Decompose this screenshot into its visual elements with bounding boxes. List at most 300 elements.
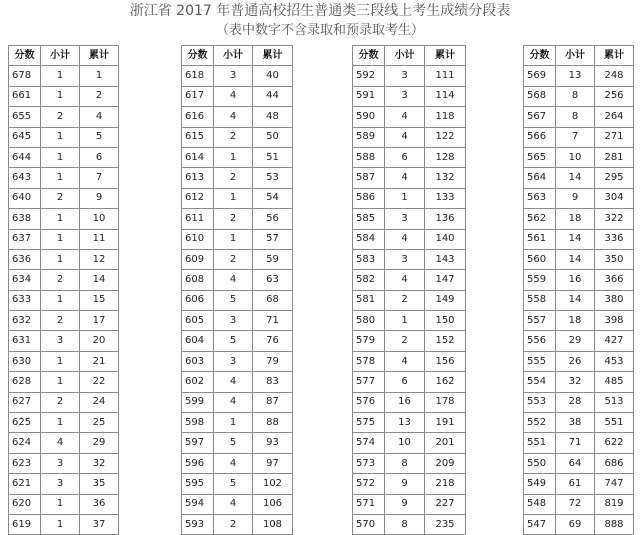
cumulative-cell: 201 <box>425 433 466 453</box>
cumulative-cell: 427 <box>595 331 634 351</box>
score-cell: 595 <box>182 474 214 494</box>
subtotal-cell: 4 <box>214 494 253 514</box>
score-cell: 640 <box>9 188 41 208</box>
cumulative-cell: 17 <box>80 311 119 331</box>
subtotal-cell: 1 <box>41 127 80 147</box>
cumulative-cell: 44 <box>253 86 293 106</box>
score-cell: 548 <box>524 494 556 514</box>
subtotal-cell: 16 <box>556 270 595 290</box>
cumulative-cell: 93 <box>253 433 293 453</box>
table-row <box>182 66 293 86</box>
table-row <box>182 494 293 514</box>
score-cell: 605 <box>182 311 214 331</box>
score-table-2 <box>181 45 293 535</box>
subtotal-cell: 2 <box>41 188 80 208</box>
table-row <box>524 453 634 473</box>
table-row <box>182 147 293 167</box>
subtotal-cell: 2 <box>214 209 253 229</box>
cumulative-cell: 227 <box>425 494 466 514</box>
table-row <box>524 311 634 331</box>
table-row <box>182 229 293 249</box>
subtotal-cell: 38 <box>556 413 595 433</box>
header-row <box>353 46 466 66</box>
table-row <box>524 494 634 514</box>
table-row <box>353 372 466 392</box>
cumulative-cell: 29 <box>80 433 119 453</box>
cumulative-cell: 59 <box>253 249 293 269</box>
cumulative-cell: 5 <box>80 127 119 147</box>
subtotal-cell: 18 <box>556 209 595 229</box>
cumulative-cell: 21 <box>80 351 119 371</box>
cumulative-cell: 2 <box>80 86 119 106</box>
table-row <box>353 86 466 106</box>
table-row <box>182 290 293 310</box>
cumulative-cell: 87 <box>253 392 293 412</box>
cumulative-cell: 304 <box>595 188 634 208</box>
score-cell: 631 <box>9 331 41 351</box>
subtotal-cell: 2 <box>214 168 253 188</box>
cumulative-cell: 37 <box>80 514 119 534</box>
table-row <box>353 311 466 331</box>
header-cumulative: 累计 <box>253 46 293 66</box>
score-cell: 572 <box>353 474 385 494</box>
score-cell: 633 <box>9 290 41 310</box>
subtotal-cell: 3 <box>385 249 425 269</box>
score-cell: 587 <box>353 168 385 188</box>
score-cell: 565 <box>524 147 556 167</box>
table-row <box>9 311 119 331</box>
score-cell: 564 <box>524 168 556 188</box>
score-cell: 552 <box>524 413 556 433</box>
table-row <box>353 351 466 371</box>
table-row <box>353 474 466 494</box>
cumulative-cell: 132 <box>425 168 466 188</box>
subtotal-cell: 2 <box>41 311 80 331</box>
score-cell: 588 <box>353 147 385 167</box>
cumulative-cell: 485 <box>595 372 634 392</box>
score-cell: 598 <box>182 413 214 433</box>
cumulative-cell: 747 <box>595 474 634 494</box>
table-row <box>524 209 634 229</box>
table-row <box>182 249 293 269</box>
header-row <box>9 46 119 66</box>
table-row <box>182 209 293 229</box>
cumulative-cell: 76 <box>253 331 293 351</box>
header-cumulative: 累计 <box>425 46 466 66</box>
cumulative-cell: 53 <box>253 168 293 188</box>
score-cell: 623 <box>9 453 41 473</box>
subtotal-cell: 4 <box>214 86 253 106</box>
subtotal-cell: 4 <box>385 270 425 290</box>
cumulative-cell: 398 <box>595 311 634 331</box>
score-cell: 551 <box>524 433 556 453</box>
subtotal-cell: 61 <box>556 474 595 494</box>
score-cell: 567 <box>524 107 556 127</box>
subtotal-cell: 9 <box>556 188 595 208</box>
subtotal-cell: 1 <box>41 66 80 86</box>
score-cell: 643 <box>9 168 41 188</box>
subtotal-cell: 13 <box>385 413 425 433</box>
table-row <box>182 413 293 433</box>
score-cell: 584 <box>353 229 385 249</box>
cumulative-cell: 256 <box>595 86 634 106</box>
score-cell: 582 <box>353 270 385 290</box>
cumulative-cell: 248 <box>595 66 634 86</box>
score-table-4 <box>523 45 634 535</box>
table-row <box>9 433 119 453</box>
table-row <box>9 168 119 188</box>
subtotal-cell: 4 <box>214 107 253 127</box>
subtotal-cell: 1 <box>214 147 253 167</box>
cumulative-cell: 122 <box>425 127 466 147</box>
subtotal-cell: 14 <box>556 168 595 188</box>
subtotal-cell: 1 <box>41 229 80 249</box>
score-cell: 561 <box>524 229 556 249</box>
score-cell: 608 <box>182 270 214 290</box>
subtotal-cell: 1 <box>214 229 253 249</box>
cumulative-cell: 83 <box>253 372 293 392</box>
score-cell: 615 <box>182 127 214 147</box>
table-row <box>353 290 466 310</box>
cumulative-cell: 178 <box>425 392 466 412</box>
score-cell: 628 <box>9 372 41 392</box>
table-row <box>353 168 466 188</box>
score-table-1 <box>8 45 119 535</box>
cumulative-cell: 20 <box>80 331 119 351</box>
score-cell: 577 <box>353 372 385 392</box>
table-row <box>524 147 634 167</box>
score-cell: 619 <box>9 514 41 534</box>
score-cell: 602 <box>182 372 214 392</box>
score-cell: 620 <box>9 494 41 514</box>
subtotal-cell: 1 <box>41 351 80 371</box>
cumulative-cell: 380 <box>595 290 634 310</box>
cumulative-cell: 322 <box>595 209 634 229</box>
score-cell: 627 <box>9 392 41 412</box>
subtotal-cell: 7 <box>556 127 595 147</box>
score-cell: 560 <box>524 249 556 269</box>
table-row <box>9 351 119 371</box>
score-cell: 580 <box>353 311 385 331</box>
cumulative-cell: 336 <box>595 229 634 249</box>
header-subtotal: 小计 <box>41 46 80 66</box>
score-cell: 562 <box>524 209 556 229</box>
cumulative-cell: 7 <box>80 168 119 188</box>
table-row <box>353 514 466 534</box>
subtotal-cell: 1 <box>41 372 80 392</box>
table-row <box>182 372 293 392</box>
score-cell: 618 <box>182 66 214 86</box>
table-row <box>182 127 293 147</box>
cumulative-cell: 68 <box>253 290 293 310</box>
table-row <box>524 86 634 106</box>
table-row <box>9 107 119 127</box>
score-cell: 555 <box>524 351 556 371</box>
table-row <box>353 209 466 229</box>
score-cell: 612 <box>182 188 214 208</box>
cumulative-cell: 453 <box>595 351 634 371</box>
score-cell: 559 <box>524 270 556 290</box>
table-row <box>353 270 466 290</box>
score-cell: 583 <box>353 249 385 269</box>
score-cell: 596 <box>182 453 214 473</box>
score-cell: 554 <box>524 372 556 392</box>
page-title: 浙江省 2017 年普通高校招生普通类三段线上考生成绩分段表 <box>129 3 511 19</box>
score-cell: 644 <box>9 147 41 167</box>
score-cell: 625 <box>9 413 41 433</box>
score-cell: 549 <box>524 474 556 494</box>
table-row <box>524 433 634 453</box>
table-row <box>182 107 293 127</box>
score-cell: 578 <box>353 351 385 371</box>
subtotal-cell: 4 <box>214 392 253 412</box>
subtotal-cell: 9 <box>385 474 425 494</box>
subtotal-cell: 1 <box>41 86 80 106</box>
score-cell: 614 <box>182 147 214 167</box>
table-row <box>9 392 119 412</box>
subtotal-cell: 4 <box>385 351 425 371</box>
header-row <box>524 46 634 66</box>
table-row <box>9 229 119 249</box>
cumulative-cell: 50 <box>253 127 293 147</box>
subtotal-cell: 28 <box>556 392 595 412</box>
table-row <box>353 229 466 249</box>
subtotal-cell: 3 <box>41 474 80 494</box>
score-cell: 637 <box>9 229 41 249</box>
score-cell: 585 <box>353 209 385 229</box>
subtotal-cell: 1 <box>41 290 80 310</box>
table-row <box>353 249 466 269</box>
table-row <box>9 290 119 310</box>
cumulative-cell: 97 <box>253 453 293 473</box>
subtotal-cell: 4 <box>385 107 425 127</box>
table-row <box>524 392 634 412</box>
table-row <box>182 514 293 534</box>
score-cell: 661 <box>9 86 41 106</box>
table-row <box>353 147 466 167</box>
score-cell: 557 <box>524 311 556 331</box>
table-row <box>524 168 634 188</box>
subtotal-cell: 29 <box>556 331 595 351</box>
table-row <box>524 290 634 310</box>
score-cell: 592 <box>353 66 385 86</box>
table-row <box>524 127 634 147</box>
subtotal-cell: 3 <box>41 331 80 351</box>
cumulative-cell: 12 <box>80 249 119 269</box>
score-cell: 575 <box>353 413 385 433</box>
subtotal-cell: 2 <box>41 270 80 290</box>
subtotal-cell: 3 <box>385 209 425 229</box>
score-cell: 603 <box>182 351 214 371</box>
table-row <box>9 494 119 514</box>
subtotal-cell: 4 <box>214 372 253 392</box>
score-cell: 589 <box>353 127 385 147</box>
subtotal-cell: 10 <box>385 433 425 453</box>
subtotal-cell: 8 <box>385 453 425 473</box>
cumulative-cell: 11 <box>80 229 119 249</box>
table-row <box>353 494 466 514</box>
subtotal-cell: 3 <box>385 66 425 86</box>
score-cell: 550 <box>524 453 556 473</box>
cumulative-cell: 57 <box>253 229 293 249</box>
subtotal-cell: 3 <box>385 86 425 106</box>
header-subtotal: 小计 <box>556 46 595 66</box>
cumulative-cell: 36 <box>80 494 119 514</box>
cumulative-cell: 218 <box>425 474 466 494</box>
score-cell: 569 <box>524 66 556 86</box>
header-row <box>182 46 293 66</box>
table-row <box>9 66 119 86</box>
subtotal-cell: 14 <box>556 290 595 310</box>
cumulative-cell: 281 <box>595 147 634 167</box>
cumulative-cell: 108 <box>253 514 293 534</box>
cumulative-cell: 114 <box>425 86 466 106</box>
table-row <box>9 209 119 229</box>
cumulative-cell: 271 <box>595 127 634 147</box>
subtotal-cell: 4 <box>385 229 425 249</box>
cumulative-cell: 150 <box>425 311 466 331</box>
score-cell: 604 <box>182 331 214 351</box>
subtotal-cell: 1 <box>214 413 253 433</box>
subtotal-cell: 2 <box>41 107 80 127</box>
score-cell: 547 <box>524 514 556 534</box>
score-cell: 599 <box>182 392 214 412</box>
score-cell: 634 <box>9 270 41 290</box>
table-row <box>353 433 466 453</box>
table-row <box>353 413 466 433</box>
score-cell: 655 <box>9 107 41 127</box>
table-row <box>353 107 466 127</box>
subtotal-cell: 32 <box>556 372 595 392</box>
cumulative-cell: 111 <box>425 66 466 86</box>
score-cell: 606 <box>182 290 214 310</box>
score-cell: 609 <box>182 249 214 269</box>
subtotal-cell: 2 <box>214 127 253 147</box>
subtotal-cell: 6 <box>385 372 425 392</box>
subtotal-cell: 3 <box>214 351 253 371</box>
subtotal-cell: 18 <box>556 311 595 331</box>
score-cell: 581 <box>353 290 385 310</box>
score-cell: 597 <box>182 433 214 453</box>
score-cell: 579 <box>353 331 385 351</box>
subtotal-cell: 64 <box>556 453 595 473</box>
score-cell: 576 <box>353 392 385 412</box>
cumulative-cell: 4 <box>80 107 119 127</box>
cumulative-cell: 551 <box>595 413 634 433</box>
subtotal-cell: 4 <box>385 127 425 147</box>
subtotal-cell: 1 <box>41 249 80 269</box>
subtotal-cell: 3 <box>214 66 253 86</box>
header-score: 分数 <box>524 46 556 66</box>
subtotal-cell: 13 <box>556 66 595 86</box>
subtotal-cell: 14 <box>556 229 595 249</box>
score-cell: 638 <box>9 209 41 229</box>
cumulative-cell: 51 <box>253 147 293 167</box>
cumulative-cell: 10 <box>80 209 119 229</box>
table-row <box>9 331 119 351</box>
table-row <box>9 372 119 392</box>
subtotal-cell: 1 <box>385 311 425 331</box>
subtotal-cell: 4 <box>385 168 425 188</box>
header-score: 分数 <box>182 46 214 66</box>
table-row <box>9 453 119 473</box>
subtotal-cell: 1 <box>41 209 80 229</box>
cumulative-cell: 118 <box>425 107 466 127</box>
subtotal-cell: 16 <box>385 392 425 412</box>
table-row <box>9 474 119 494</box>
cumulative-cell: 63 <box>253 270 293 290</box>
cumulative-cell: 156 <box>425 351 466 371</box>
cumulative-cell: 209 <box>425 453 466 473</box>
score-cell: 556 <box>524 331 556 351</box>
score-cell: 645 <box>9 127 41 147</box>
table-row <box>182 453 293 473</box>
cumulative-cell: 888 <box>595 514 634 534</box>
table-row <box>353 66 466 86</box>
table-row <box>182 86 293 106</box>
cumulative-cell: 22 <box>80 372 119 392</box>
score-cell: 632 <box>9 311 41 331</box>
cumulative-cell: 6 <box>80 147 119 167</box>
cumulative-cell: 235 <box>425 514 466 534</box>
cumulative-cell: 350 <box>595 249 634 269</box>
table-row <box>182 168 293 188</box>
table-row <box>182 392 293 412</box>
score-cell: 558 <box>524 290 556 310</box>
subtotal-cell: 2 <box>41 392 80 412</box>
cumulative-cell: 79 <box>253 351 293 371</box>
table-row <box>9 147 119 167</box>
score-cell: 621 <box>9 474 41 494</box>
cumulative-cell: 24 <box>80 392 119 412</box>
cumulative-cell: 48 <box>253 107 293 127</box>
subtotal-cell: 8 <box>556 86 595 106</box>
cumulative-cell: 54 <box>253 188 293 208</box>
cumulative-cell: 819 <box>595 494 634 514</box>
score-cell: 593 <box>182 514 214 534</box>
subtotal-cell: 2 <box>214 249 253 269</box>
score-cell: 563 <box>524 188 556 208</box>
score-cell: 617 <box>182 86 214 106</box>
cumulative-cell: 40 <box>253 66 293 86</box>
table-row <box>182 188 293 208</box>
table-row <box>182 270 293 290</box>
subtotal-cell: 1 <box>214 188 253 208</box>
table-row <box>524 474 634 494</box>
cumulative-cell: 35 <box>80 474 119 494</box>
table-row <box>9 188 119 208</box>
table-row <box>182 474 293 494</box>
table-row <box>182 433 293 453</box>
subtotal-cell: 71 <box>556 433 595 453</box>
cumulative-cell: 366 <box>595 270 634 290</box>
subtotal-cell: 14 <box>556 249 595 269</box>
table-row <box>9 270 119 290</box>
cumulative-cell: 102 <box>253 474 293 494</box>
title-block <box>0 2 640 40</box>
score-cell: 568 <box>524 86 556 106</box>
table-row <box>524 514 634 534</box>
cumulative-cell: 622 <box>595 433 634 453</box>
subtotal-cell: 1 <box>41 168 80 188</box>
table-row <box>524 372 634 392</box>
cumulative-cell: 149 <box>425 290 466 310</box>
table-row <box>182 311 293 331</box>
table-row <box>353 331 466 351</box>
score-cell: 573 <box>353 453 385 473</box>
table-row <box>524 413 634 433</box>
subtotal-cell: 2 <box>385 331 425 351</box>
